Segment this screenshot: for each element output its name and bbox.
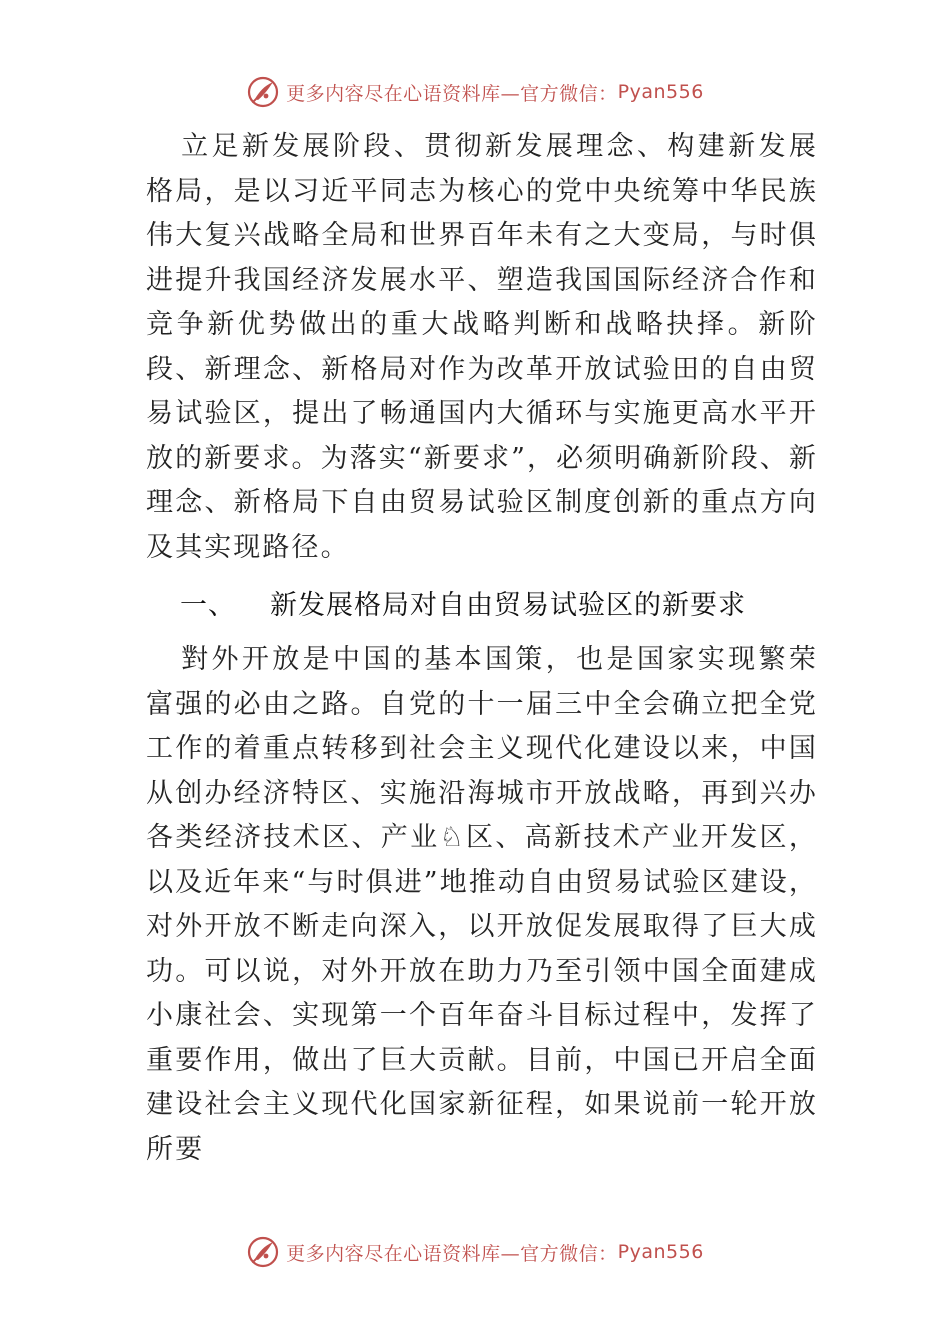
section-heading-number: 一、 <box>180 590 236 621</box>
paragraph-section-one: 對外开放是中国的基本国策，也是国家实现繁荣富强的必由之路。自党的十一届三中全会确立把全党工作的着重点转移到社会主义现代化建设以来，中国从创办经济特区、实施沿海城市开放战略，再到兴办各类经济技术区、产业♘区、高新技术产业开发区，以及近年来“与时俱进”地推动自由贸易试验区建设，对外开放不断走向深入，以开放促发展取得了巨大成功。可以说，对外开放在助力乃至引领中国全面建成小康社会、实现第一个百年奋斗目标过程中，发挥了重要作用，做出了巨大贡献。目前，中国已开启全面建设社会主义现代化国家新征程，如果说前一轮开放所要 <box>146 644 819 1165</box>
watermark-handle: Pyan556 <box>617 81 704 103</box>
watermark-handle: Pyan556 <box>617 1241 704 1263</box>
quill-seal-icon <box>246 75 280 109</box>
document-body <box>146 125 818 1172</box>
watermark-text: 更多内容尽在心语资料库—官方微信： <box>286 1242 618 1265</box>
section-heading-text: 新发展格局对自由贸易试验区的新要求 <box>270 590 746 621</box>
watermark-text: 更多内容尽在心语资料库—官方微信： <box>286 82 618 105</box>
footer-watermark <box>0 1232 950 1272</box>
section-heading <box>146 584 818 628</box>
paragraph-intro: 立足新发展阶段、贯彻新发展理念、构建新发展格局，是以习近平同志为核心的党中央统筹中华民族伟大复兴战略全局和世界百年未有之大变局，与时俱进提升我国经济发展水平、塑造我国国际经济合作和竞争新优势做出的重大战略判断和战略抉择。新阶段、新理念、新格局对作为改革开放试验田的自由贸易试验区，提出了畅通国内大循环与实施更高水平开放的新要求。为落实“新要求”，必须明确新阶段、新理念、新格局下自由贸易试验区制度创新的重点方向及其实现路径。 <box>146 131 819 563</box>
header-watermark <box>0 72 950 112</box>
quill-seal-icon <box>246 1235 280 1269</box>
